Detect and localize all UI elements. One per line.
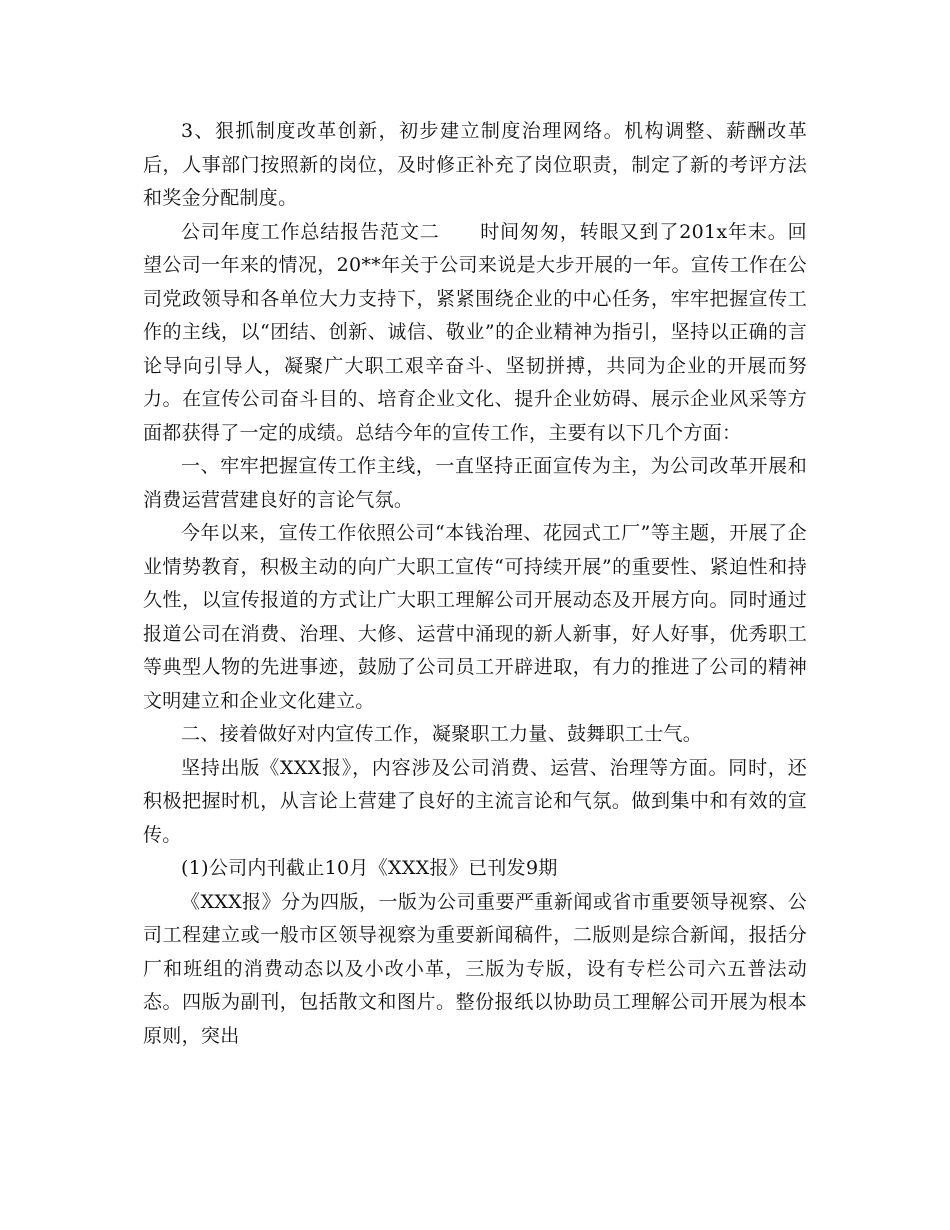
paragraph-8: 《XXX报》分为四版，一版为公司重要严重新闻或省市重要领导视察、公司工程建立或一般市区领导视察为重要新闻稿件，二版则是综合新闻，报括分厂和班组的消费动态以及小改小革，三版为专版，设有专栏公司六五普法动态。四版为副刊，包括散文和图片。整份报纸以协助员工理解公司开展为根本原则，突出: [143, 890, 807, 1047]
paragraph-1: 3、狠抓制度改革创新，初步建立制度治理网络。机构调整、薪酬改革后，人事部门按照新的岗位，及时修正补充了岗位职责，制定了新的考评方法和奖金分配制度。: [143, 120, 807, 209]
section-title: 公司年度工作总结报告范文二: [181, 220, 440, 243]
paragraph-3: 一、牢牢把握宣传工作主线，一直坚持正面宣传为主，为公司改革开展和消费运营营建良好的言论气氛。: [143, 455, 807, 511]
document-body: [143, 115, 807, 1053]
paragraph-2: [143, 216, 807, 451]
paragraph-2-body: 时间匆匆，转眼又到了201x年末。回望公司一年来的情况，20**年关于公司来说是大步开展的一年。宣传工作在公司党政领导和各单位大力支持下，紧紧围绕企业的中心任务，牢牢把握宣传工作的主线，以“团结、创新、诚信、敬业”的企业精神为指引，坚持以正确的言论导向引导人，凝聚广大职工艰辛奋斗、坚韧拼搏，共同为企业的开展而努力。在宣传公司奋斗目的、培育企业文化、提升企业妨碍、展示企业风采等方面都获得了一定的成绩。总结今年的宣传工作，主要有以下几个方面：: [143, 220, 807, 444]
paragraph-7: (1)公司内刊截止10月《XXX报》已刊发9期: [181, 857, 558, 879]
paragraph-5: 二、接着做好对内宣传工作，凝聚职工力量、鼓舞职工士气。: [181, 723, 703, 745]
paragraph-4: 今年以来，宣传工作依照公司“本钱治理、花园式工厂”等主题，开展了企业情势教育，积极主动的向广大职工宣传“可持续开展”的重要性、紧迫性和持久性，以宣传报道的方式让广大职工理解公司开展动态及开展方向。同时通过报道公司在消费、治理、大修、运营中涌现的新人新事，好人好事，优秀职工等典型人物的先进事迹，鼓励了公司员工开辟进取，有力的推进了公司的精神文明建立和企业文化建立。: [143, 522, 807, 712]
paragraph-6: 坚持出版《XXX报》，内容涉及公司消费、运营、治理等方面。同时，还积极把握时机，从言论上营建了良好的主流言论和气氛。做到集中和有效的宣传。: [143, 756, 807, 846]
